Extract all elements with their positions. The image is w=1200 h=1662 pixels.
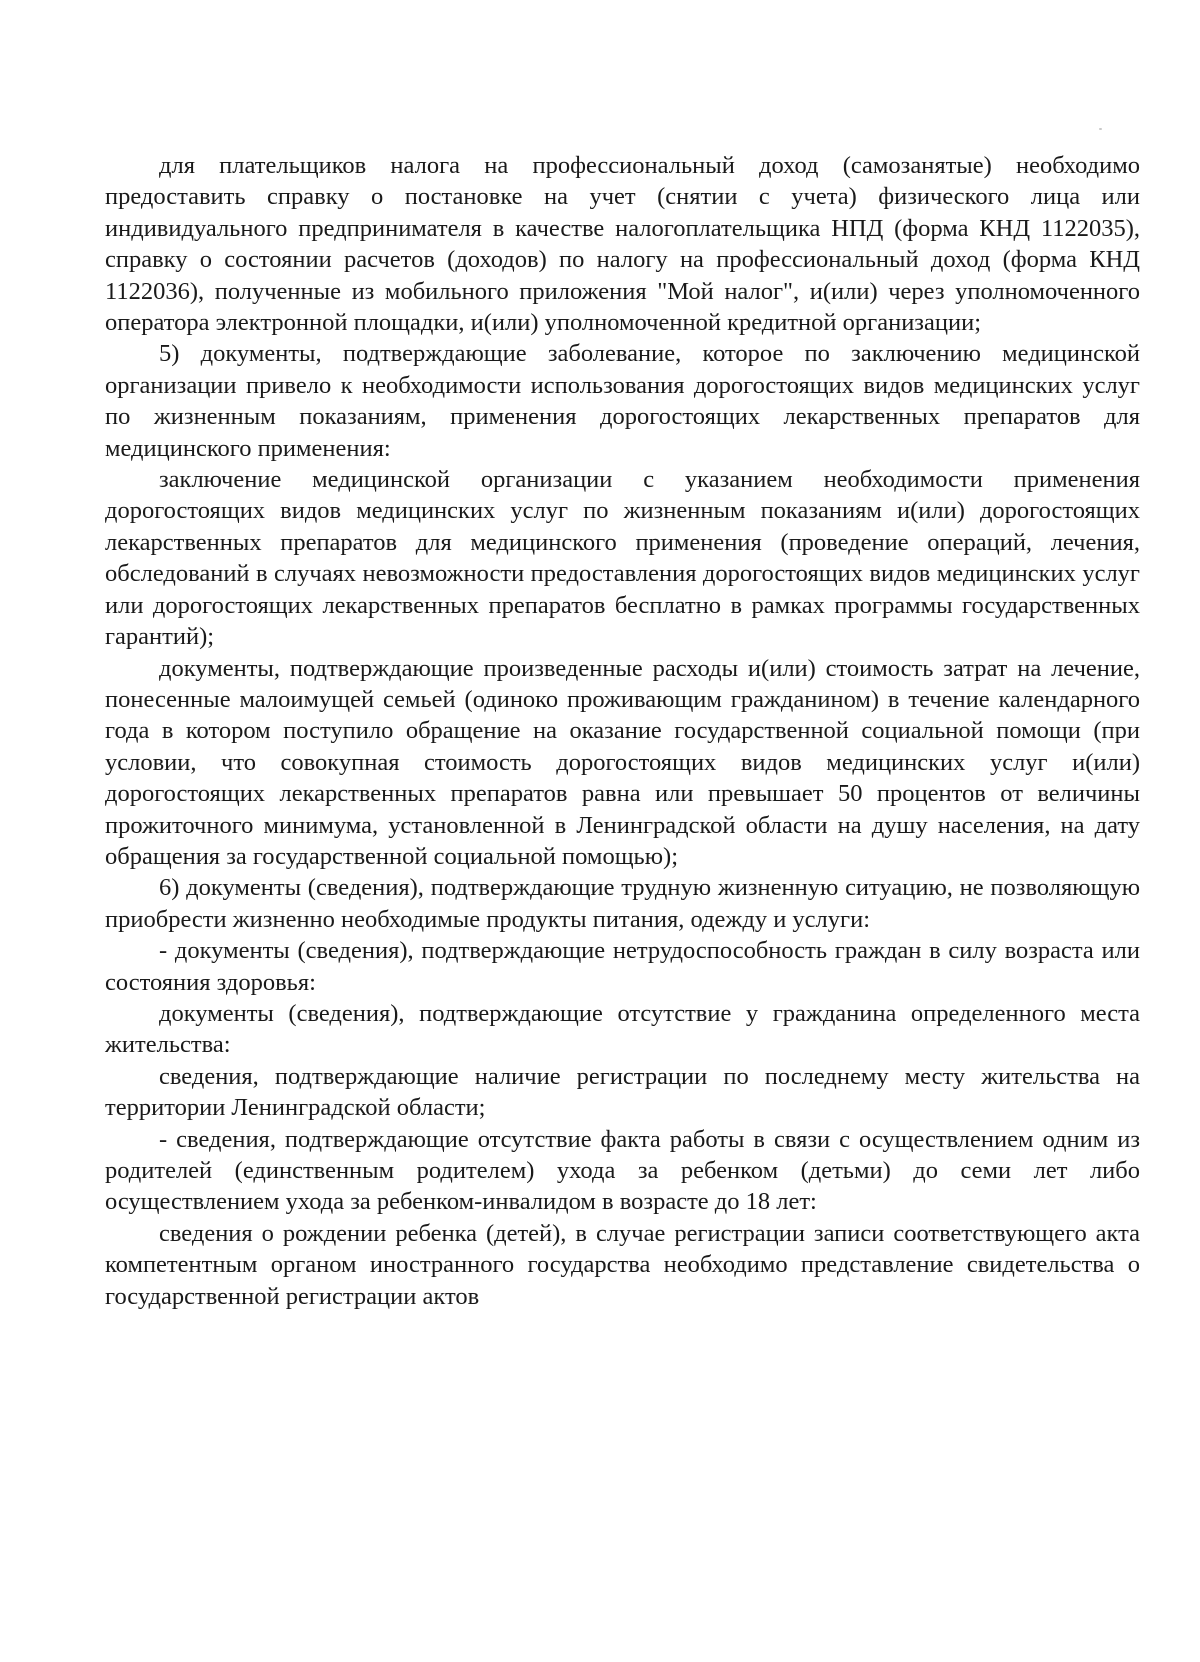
- document-body: [105, 150, 1140, 1312]
- paragraph-item-5-disease-documents: 5) документы, подтверждающие заболевание, которое по заключению медицинской организации привело к необходимости использования дорогостоящих видов медицинских услуг по жизненным показаниям, применения дорогостоящих лекарственных препаратов для медицинского применения:: [105, 340, 1140, 462]
- paragraph-disability-documents: - документы (сведения), подтверждающие нетрудоспособность граждан в силу возраста или состояния здоровья:: [105, 937, 1140, 996]
- paragraph-registration-info: сведения, подтверждающие наличие регистрации по последнему месту жительства на территории Ленинградской области;: [105, 1062, 1140, 1122]
- scan-artifact: [1099, 128, 1102, 130]
- paragraph-self-employed-documents: для плательщиков налога на профессиональный доход (самозанятые) необходимо предоставить справку о постановке на учет (снятии с учета) физического лица или индивидуального предпринимателя в качестве налогоплательщика НПД (форма КНД 1122035), справку о состоянии расчетов (доходов) по налогу на профессиональный доход (форма КНД 1122036), полученные из мобильного приложения "Мой налог", и(или) через уполномоченного оператора электронной площадки, и(или) уполномоченной кредитной организации;: [105, 152, 1140, 337]
- paragraph-child-birth-info: сведения о рождении ребенка (детей), в случае регистрации записи соответствующего акта компетентным органом иностранного государства необходимо представление свидетельства о государственной регистрации актов: [105, 1219, 1140, 1310]
- paragraph-no-residence-documents: документы (сведения), подтверждающие отсутствие у гражданина определенного места жительства:: [105, 999, 1140, 1059]
- paragraph-childcare-info: - сведения, подтверждающие отсутствие факта работы в связи с осуществлением одним из родителей (единственным родителем) ухода за ребенком (детьми) до семи лет либо осуществлением ухода за ребенком-инвалидом в возрасте до 18 лет:: [105, 1125, 1140, 1216]
- paragraph-treatment-expenses: документы, подтверждающие произведенные расходы и(или) стоимость затрат на лечение, понесенные малоимущей семьей (одиноко проживающим гражданином) в течение календарного года в котором поступило обращение на оказание государственной социальной помощи (при условии, что совокупная стоимость дорогостоящих видов медицинских услуг и(или) дорогостоящих лекарственных препаратов равна или превышает 50 процентов от величины прожиточного минимума, установленной в Ленинградской области на душу населения, на дату обращения за государственной социальной помощью);: [105, 654, 1140, 870]
- paragraph-item-6-difficult-situation: 6) документы (сведения), подтверждающие трудную жизненную ситуацию, не позволяющую приобрести жизненно необходимые продукты питания, одежду и услуги:: [105, 874, 1140, 933]
- paragraph-medical-conclusion: заключение медицинской организации с указанием необходимости применения дорогостоящих видов медицинских услуг по жизненным показаниям и(или) дорогостоящих лекарственных препаратов для медицинского применения (проведение операций, лечения, обследований в случаях невозможности предоставления дорогостоящих видов медицинских услуг или дорогостоящих лекарственных препаратов бесплатно в рамках программы государственных гарантий);: [105, 466, 1140, 651]
